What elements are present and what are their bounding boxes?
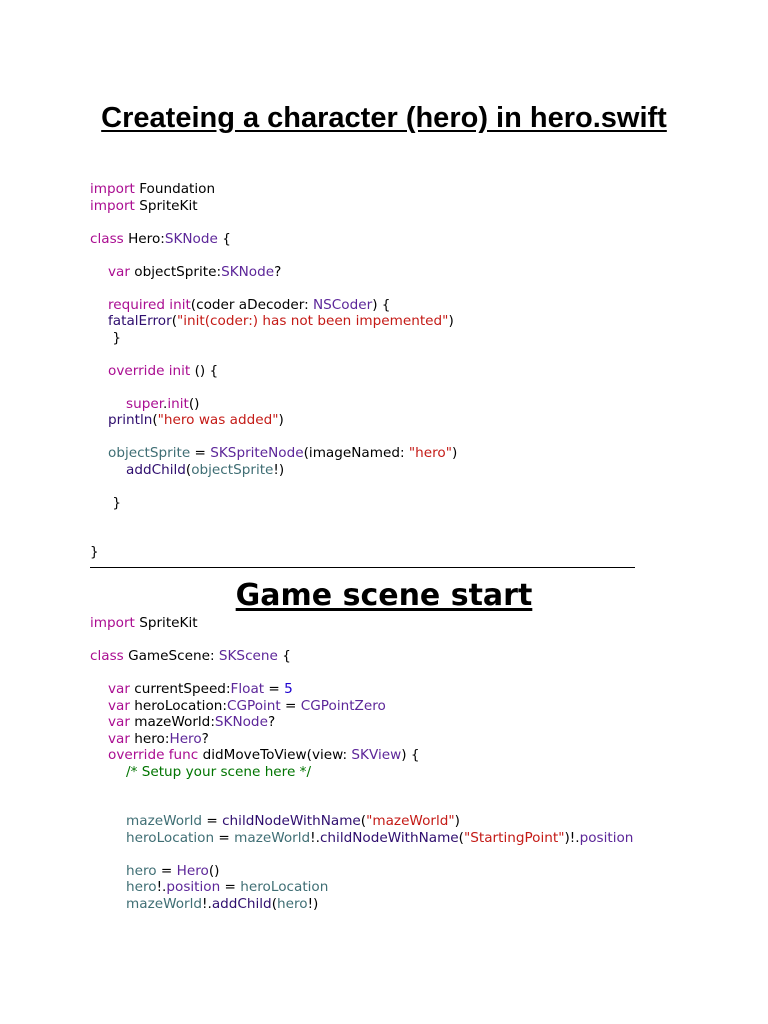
code-token: { bbox=[277, 648, 291, 664]
code-line bbox=[90, 412, 457, 429]
code-token: SpriteKit bbox=[134, 615, 198, 631]
code-token: } bbox=[90, 544, 99, 560]
code-line bbox=[90, 681, 633, 698]
code-token: . bbox=[163, 395, 168, 412]
code-token: )!. bbox=[564, 829, 580, 846]
code-token: import bbox=[90, 197, 135, 214]
code-line bbox=[90, 198, 457, 215]
code-token: addChild bbox=[211, 895, 272, 912]
code-token: import bbox=[90, 181, 135, 197]
code-line bbox=[90, 511, 457, 528]
code-token: heroLocation: bbox=[129, 697, 227, 714]
code-token: (coder aDecoder: bbox=[190, 296, 313, 313]
code-token: = bbox=[202, 813, 223, 829]
code-line bbox=[90, 330, 457, 347]
code-line bbox=[90, 247, 457, 264]
code-token: override bbox=[108, 747, 165, 763]
code-token: SKNode bbox=[164, 230, 218, 247]
code-token: Foundation bbox=[134, 181, 216, 197]
code-token: !. bbox=[310, 829, 320, 846]
code-token: mazeWorld bbox=[126, 813, 203, 829]
code-line bbox=[90, 297, 457, 314]
code-token: mazeWorld: bbox=[129, 714, 215, 730]
code-token: Hero bbox=[169, 730, 202, 747]
code-token: GameScene: bbox=[123, 648, 219, 664]
code-token: NSCoder bbox=[313, 296, 373, 313]
code-token: childNodeWithName bbox=[222, 813, 361, 829]
code-token: ( bbox=[185, 461, 192, 478]
page-title-hero: Createing a character (hero) in hero.swift bbox=[101, 102, 667, 134]
code-token: init bbox=[167, 395, 189, 412]
code-token: SKScene bbox=[218, 648, 278, 664]
code-token: ? bbox=[267, 714, 276, 730]
code-token: ( bbox=[271, 895, 278, 912]
code-token: objectSprite: bbox=[129, 263, 222, 280]
code-line bbox=[90, 280, 457, 297]
code-token: var bbox=[108, 263, 130, 280]
code-token: heroLocation bbox=[126, 829, 215, 846]
code-token: 5 bbox=[284, 681, 293, 697]
code-token: !. bbox=[156, 879, 167, 895]
code-token: SKNode bbox=[214, 714, 268, 730]
code-token: hero bbox=[126, 879, 157, 895]
code-token: "hero" bbox=[408, 445, 452, 461]
code-token: = bbox=[264, 681, 285, 697]
code-token: didMoveToView(view: bbox=[198, 747, 352, 763]
code-token: init bbox=[169, 296, 191, 313]
code-token: println bbox=[108, 412, 153, 428]
code-token: () bbox=[188, 395, 200, 412]
code-line bbox=[90, 830, 633, 847]
hero-swift-code-block bbox=[90, 181, 457, 561]
code-token: !) bbox=[307, 895, 319, 912]
code-token: ) bbox=[278, 412, 284, 428]
code-token: } bbox=[108, 329, 121, 346]
code-token: hero: bbox=[129, 730, 170, 747]
code-token: hero bbox=[126, 862, 157, 879]
code-token: (imageNamed: bbox=[303, 445, 409, 461]
code-token: super bbox=[126, 395, 164, 412]
code-token: childNodeWithName bbox=[319, 829, 459, 846]
code-line bbox=[90, 264, 457, 281]
code-line bbox=[90, 231, 457, 248]
code-token: heroLocation bbox=[240, 879, 329, 895]
code-line bbox=[90, 665, 633, 682]
code-token: required bbox=[108, 296, 165, 313]
page-title-game-scene: Game scene start bbox=[235, 578, 533, 613]
code-token: ( bbox=[171, 313, 177, 329]
code-token: var bbox=[108, 697, 130, 714]
code-line bbox=[90, 346, 457, 363]
code-token: ) { bbox=[401, 747, 420, 763]
code-token: "init(coder:) has not been impemented" bbox=[177, 313, 449, 329]
code-token: CGPointZero bbox=[300, 697, 386, 714]
code-token: "mazeWorld" bbox=[366, 813, 455, 829]
code-token: currentSpeed: bbox=[129, 681, 231, 697]
code-token: CGPoint bbox=[226, 697, 281, 714]
code-token: position bbox=[166, 879, 221, 895]
code-token: import bbox=[90, 615, 135, 631]
code-line bbox=[90, 528, 457, 545]
code-token: var bbox=[108, 681, 130, 697]
code-line bbox=[90, 780, 633, 797]
code-token: mazeWorld bbox=[234, 829, 311, 846]
code-line bbox=[90, 615, 633, 632]
code-line bbox=[90, 462, 457, 479]
code-token: ? bbox=[274, 263, 282, 280]
code-line bbox=[90, 879, 633, 896]
code-token: override bbox=[108, 362, 165, 379]
code-token: ? bbox=[201, 730, 209, 747]
code-token: "hero was added" bbox=[157, 412, 279, 428]
code-line bbox=[90, 747, 633, 764]
code-line bbox=[90, 478, 457, 495]
code-line bbox=[90, 379, 457, 396]
code-line bbox=[90, 181, 457, 198]
code-token: ( bbox=[360, 813, 367, 829]
code-token: SpriteKit bbox=[134, 197, 198, 214]
code-token: init bbox=[168, 362, 191, 379]
code-line bbox=[90, 863, 633, 880]
code-token: SKView bbox=[351, 747, 402, 763]
code-token: SKSpriteNode bbox=[210, 445, 304, 461]
code-token: = bbox=[214, 829, 235, 846]
code-token: "StartingPoint" bbox=[463, 829, 565, 846]
code-token: ) bbox=[451, 445, 458, 461]
code-token: { bbox=[217, 230, 231, 247]
code-token: objectSprite bbox=[191, 461, 274, 478]
code-token: var bbox=[108, 714, 130, 730]
code-line bbox=[90, 429, 457, 446]
code-token: ( bbox=[458, 829, 464, 846]
code-token: fatalError bbox=[108, 313, 172, 329]
code-line bbox=[90, 632, 633, 649]
code-line bbox=[90, 797, 633, 814]
code-token: () { bbox=[190, 362, 219, 379]
code-line bbox=[90, 363, 457, 380]
code-token: ( bbox=[152, 412, 158, 428]
code-token: !. bbox=[202, 895, 212, 912]
code-token: = bbox=[280, 697, 301, 714]
code-line bbox=[90, 698, 633, 715]
code-token: () bbox=[208, 862, 220, 879]
section-separator bbox=[90, 567, 635, 568]
code-line bbox=[90, 846, 633, 863]
code-token: hero bbox=[277, 895, 308, 912]
code-line bbox=[90, 731, 633, 748]
code-line bbox=[90, 495, 457, 512]
code-token: addChild bbox=[126, 461, 186, 478]
code-token: SKNode bbox=[221, 263, 275, 280]
game-scene-code-block bbox=[90, 615, 633, 912]
code-token: ) { bbox=[372, 296, 391, 313]
code-line bbox=[90, 544, 457, 561]
code-token: func bbox=[168, 747, 199, 763]
code-token: } bbox=[108, 494, 121, 511]
code-line bbox=[90, 714, 633, 731]
code-token: = bbox=[220, 879, 241, 895]
code-line bbox=[90, 813, 633, 830]
code-token: ) bbox=[448, 313, 454, 329]
code-token: = bbox=[190, 445, 211, 461]
code-token: position bbox=[579, 829, 634, 846]
code-line bbox=[90, 764, 633, 781]
code-token: /* Setup your scene here */ bbox=[126, 763, 312, 780]
code-token: class bbox=[90, 648, 124, 664]
code-token: mazeWorld bbox=[126, 895, 203, 912]
code-line bbox=[90, 896, 633, 913]
code-line bbox=[90, 214, 457, 231]
code-token: Hero bbox=[176, 862, 209, 879]
code-line bbox=[90, 648, 633, 665]
code-line bbox=[90, 396, 457, 413]
code-token: ) bbox=[454, 813, 460, 829]
code-line bbox=[90, 445, 457, 462]
code-line bbox=[90, 313, 457, 330]
code-token: objectSprite bbox=[108, 445, 191, 461]
code-token: !) bbox=[273, 461, 285, 478]
code-token: class bbox=[90, 230, 124, 247]
code-token: var bbox=[108, 730, 130, 747]
code-token: = bbox=[156, 862, 177, 879]
code-token: Hero: bbox=[123, 230, 165, 247]
code-token: Float bbox=[230, 681, 265, 697]
